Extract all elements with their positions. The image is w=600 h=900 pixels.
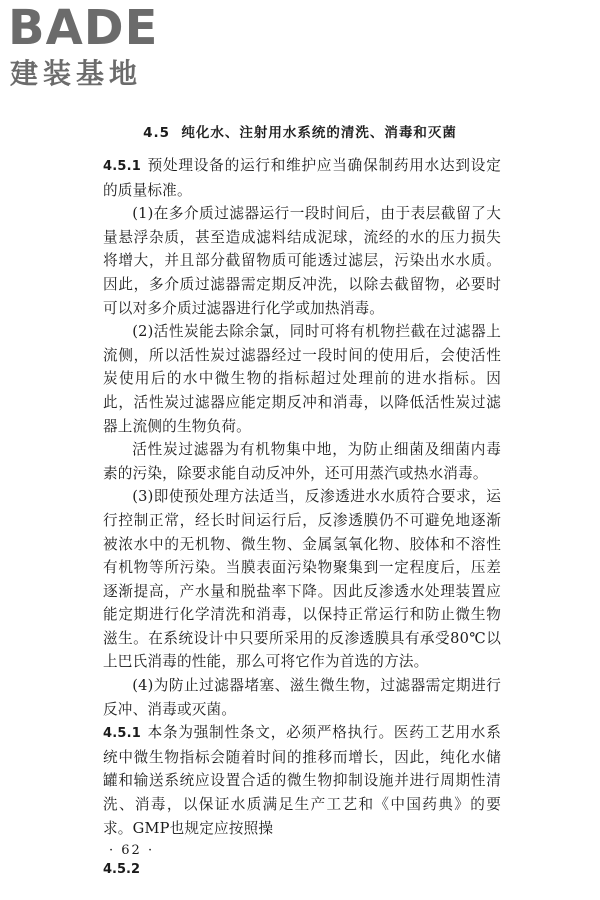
clause-paragraph [103, 154, 501, 202]
section-heading: 纯化水、注射用水系统的清洗、消毒和灭菌 [181, 125, 457, 141]
paragraph-5: (4)为防止过滤器堵塞、滋生微生物，过滤器需定期进行反冲、消毒或灭菌。 [103, 677, 501, 718]
clause-note-paragraph [103, 721, 501, 840]
paragraph-1: (1)在多介质过滤器运行一段时间后，由于表层截留了大量悬浮杂质，甚至造成滤料结成泥球，流经的水的压力损失将增大，并且部分截留物质可能透过滤层，污染出水水质。因此，多介质过滤器需定期反冲洗，以除去截留物，必要时可以对多介质过滤器进行化学或加热消毒。 [103, 205, 501, 317]
section-number: 4.5 [143, 125, 170, 141]
watermark-subtitle: 建装基地 [10, 57, 143, 90]
paragraph-2: (2)活性炭能去除余氯，同时可将有机物拦截在过滤器上流侧，所以活性炭过滤器经过一段时间的使用后，会使活性炭使用后的水中微生物的指标超过处理前的进水指标。因此，活性炭过滤器应能定期反冲和消毒，以降低活性炭过滤器上流侧的生物负荷。 [103, 323, 501, 435]
clause-text: 预处理设备的运行和维护应当确保制药用水达到设定的质量标准。 [103, 157, 501, 199]
watermark-logo-text: BADE [8, 0, 159, 56]
page-body [103, 154, 501, 840]
clause-note-text: 本条为强制性条文，必须严格执行。医药工艺用水系统中微生物指标会随着时间的推移而增长，因此，纯化水储罐和输送系统应设置合适的微生物抑制设施并进行周期性清洗、消毒，以保证水质满足生产工艺和《中国药典》的要求。GMP也规定应按照操 [103, 724, 501, 837]
paragraph-4: (3)即使预处理方法适当，反渗透进水水质符合要求，运行控制正常，经长时间运行后，反渗透膜仍不可避免地逐渐被浓水中的无机物、微生物、金属氢氧化物、胶体和不溶性有机物等所污染。当膜表面污染物聚集到一定程度后，压差逐渐提高，产水量和脱盐率下降。因此反渗透水处理装置应能定期进行化学清洗和消毒，以保持正常运行和防止微生物滋生。在系统设计中只要所采用的反渗透膜具有承受80℃以上巴氏消毒的性能，那么可将它作为首选的方法。 [103, 488, 501, 671]
paragraph-3: 活性炭过滤器为有机物集中地，为防止细菌及细菌内毒素的污染，除要求能自动反冲外，还可用蒸汽或热水消毒。 [103, 441, 501, 482]
clause-note-number: 4.5.1 [103, 726, 142, 742]
clause-number: 4.5.1 [103, 159, 142, 174]
watermark-logo [8, 2, 178, 94]
page-number: · 62 · [109, 843, 155, 858]
section-title [0, 123, 600, 143]
next-clause-number: 4.5.2 [103, 862, 141, 877]
